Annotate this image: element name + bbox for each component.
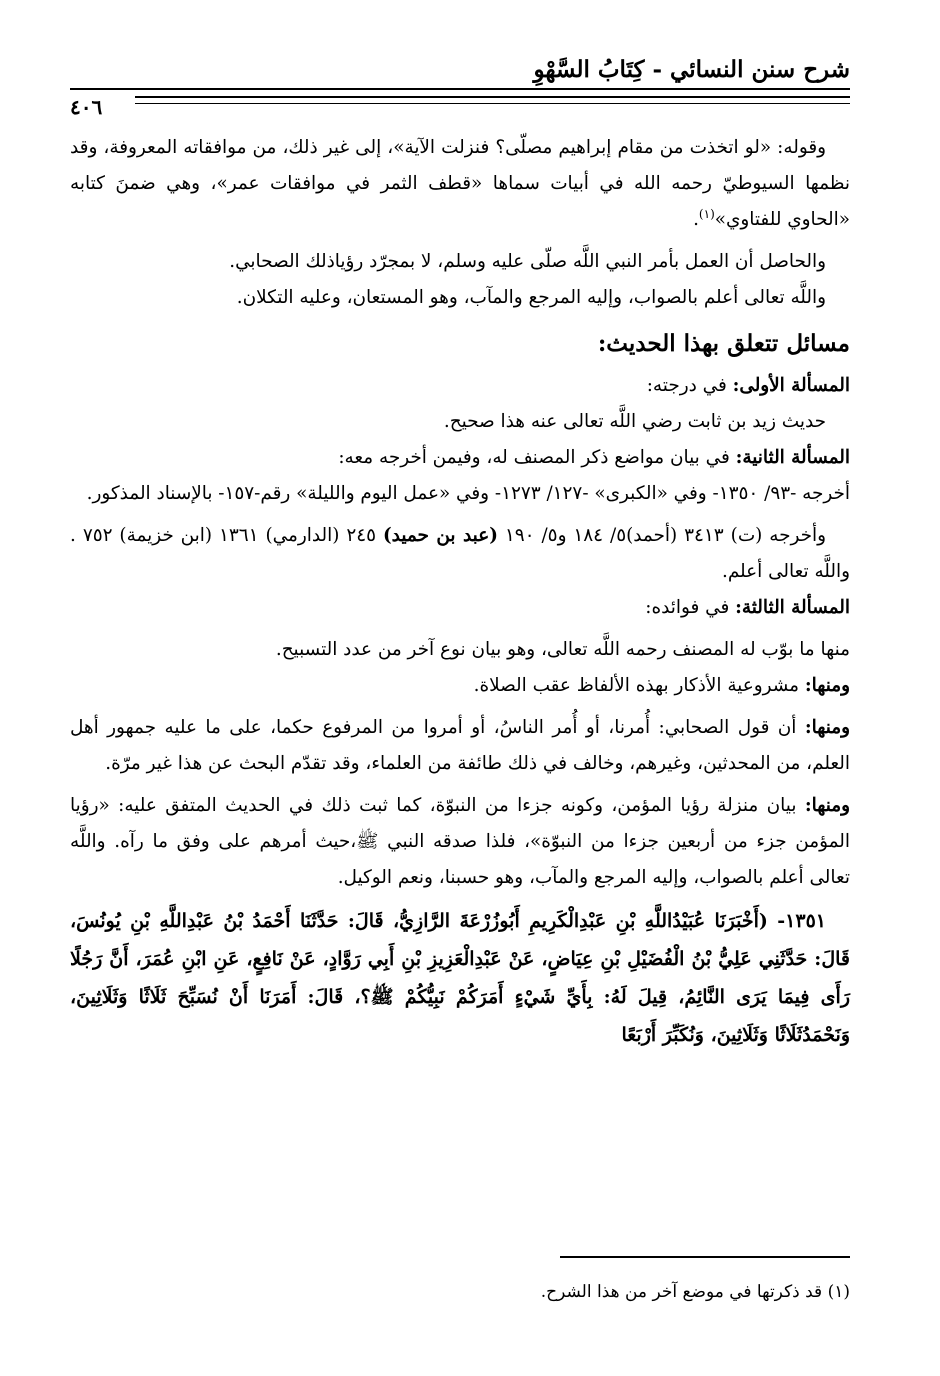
paragraph-1 xyxy=(70,130,850,238)
page-number: ٤٠٦ xyxy=(70,95,103,119)
benefit-4-label: ومنها: xyxy=(804,795,850,816)
issue-2-more xyxy=(70,518,850,590)
benefit-3 xyxy=(70,710,850,782)
footnote-rule xyxy=(560,1256,850,1258)
footnote: (١) قد ذكرتها في موضع آخر من هذا الشرح. xyxy=(540,1282,850,1302)
benefit-2-label: ومنها: xyxy=(804,675,850,696)
issue-2-more-bold: (عبد بن حميد) xyxy=(382,525,498,546)
paragraph-1-end: . xyxy=(693,209,699,230)
header-rule-bottom xyxy=(135,103,850,104)
issue-1-title: في درجته: xyxy=(646,375,733,396)
benefit-4 xyxy=(70,788,850,896)
issue-1-label: المسألة الأولى: xyxy=(732,375,850,396)
paragraph-3: واللَّه تعالى أعلم بالصواب، وإليه المرجع والمآب، وهو المستعان، وعليه التكلان. xyxy=(236,287,826,308)
page-body xyxy=(70,130,850,1054)
issue-2-body: أخرجه -٩٣/ ١٣٥٠- وفي «الكبرى» -١٢٧/ ١٢٧٣- وفي «عمل اليوم والليلة» رقم-١٥٧- بالإسناد المذكور. xyxy=(86,483,850,504)
benefit-3-label: ومنها: xyxy=(804,717,850,738)
hadith-text: ١٣٥١- (أَخْبَرَنَا عُبَيْدُاللَّهِ بْنِ عَبْدِالْكَرِيمِ أَبُوزُرْعَةَ الرَّازِيُّ، قَالَ: حَدَّثَنَا أَحْمَدُ بْنُ عَبْدِاللَّهِ بْنِ يُونُسَ، قَالَ: حَدَّثَنِي عَلِيُّ بْنُ الْفُضَيْلِ بْنِ عِيَاضٍ، عَنْ عَبْدِالْعَزِيزِ بْنِ أَبِي رَوَّادٍ، عَنْ نَافِعٍ، عَنِ ابْنِ عُمَرَ، أَنَّ رَجُلًا رَأَى فِيمَا يَرَى النَّائِمُ، قِيلَ لَهُ: بِأَيِّ شَيْءٍ أَمَرَكُمْ نَبِيُّكُمْ ﷺ؟، قَالَ: أَمَرَنَا أَنْ نُسَبِّحَ ثَلَاثًا وَثَلَاثِينَ، وَنَحْمَدُثَلَاثًا وَثَلَاثِينَ، وَنُكَبِّرَ أَرْبَعًا xyxy=(70,910,850,1046)
running-header-title: شرح سنن النسائي - كِتَابُ السَّهْوِ xyxy=(533,56,850,83)
issue-3 xyxy=(70,590,850,626)
header-rule-middle xyxy=(135,96,850,98)
benefit-2-text: مشروعية الأذكار بهذه الألفاظ عقب الصلاة. xyxy=(473,675,805,696)
issue-2-more-a: وأخرجه (ت) ٣٤١٣ (أحمد)٥/ ١٨٤ و٥/ ١٩٠ xyxy=(497,525,826,546)
issue-3-title: في فوائده: xyxy=(645,597,736,618)
issue-2-title: في بيان مواضع ذكر المصنف له، وفيمن أخرجه معه: xyxy=(338,447,736,468)
paragraph-1-text: وقوله: «لو اتخذت من مقام إبراهيم مصلّى؟ فنزلت الآية»، إلى غير ذلك، من موافقاته المعروفة، وقد نظمها السيوطيّ رحمه الله في أبيات سماها «قطف الثمر في موافقات عمر»، وهي ضمنَ كتابه «الحاوي للفتاوي» xyxy=(70,137,850,230)
issue-2-more-b: ٢٤٥ (الدارمي) ١٣٦١ (ابن خزيمة) ٧٥٢ . واللَّه تعالى أعلم. xyxy=(70,525,850,582)
book-page xyxy=(70,0,850,1376)
footnote-reference: (١) xyxy=(698,206,715,221)
benefit-4-text: بيان منزلة رؤيا المؤمن، وكونه جزءا من النبوّة، كما ثبت ذلك في الحديث المتفق عليه: «رؤيا المؤمن جزء من أربعين جزءا من النبوّة»، فلذا صدقه النبي ﷺ،حيث أمرهم على وفق ما رآه. واللَّه تعالى أعلم بالصواب، وإليه المرجع والمآب، وهو حسبنا، ونعم الوكيل. xyxy=(70,795,850,888)
issue-2-label: المسألة الثانية: xyxy=(735,447,850,468)
issue-2 xyxy=(70,440,850,476)
section-heading: مسائل تتعلق بهذا الحديث: xyxy=(597,330,850,357)
benefit-3-text: أن قول الصحابي: أُمرنا، أو أُمر الناسُ، أو أمروا من المرفوع حكما، على ما عليه جمهور أهل العلم، من المحدثين، وغيرهم، وخالف في ذلك طائفة من العلماء، وقد تقدّم البحث عن هذا غير مرّة. xyxy=(70,717,850,774)
issue-3-label: المسألة الثالثة: xyxy=(735,597,850,618)
paragraph-2: والحاصل أن العمل بأمر النبي اللَّه صلّى عليه وسلم، لا بمجرّد رؤياذلك الصحابي. xyxy=(229,251,826,272)
benefit-2 xyxy=(70,668,850,704)
issue-1 xyxy=(70,368,850,404)
header-rule-top xyxy=(70,88,850,90)
benefit-1: منها ما بوّب له المصنف رحمه اللَّه تعالى، وهو بيان نوع آخر من عدد التسبيح. xyxy=(275,639,850,660)
issue-1-body: حديث زيد بن ثابت رضي اللَّه تعالى عنه هذا صحيح. xyxy=(443,411,826,432)
